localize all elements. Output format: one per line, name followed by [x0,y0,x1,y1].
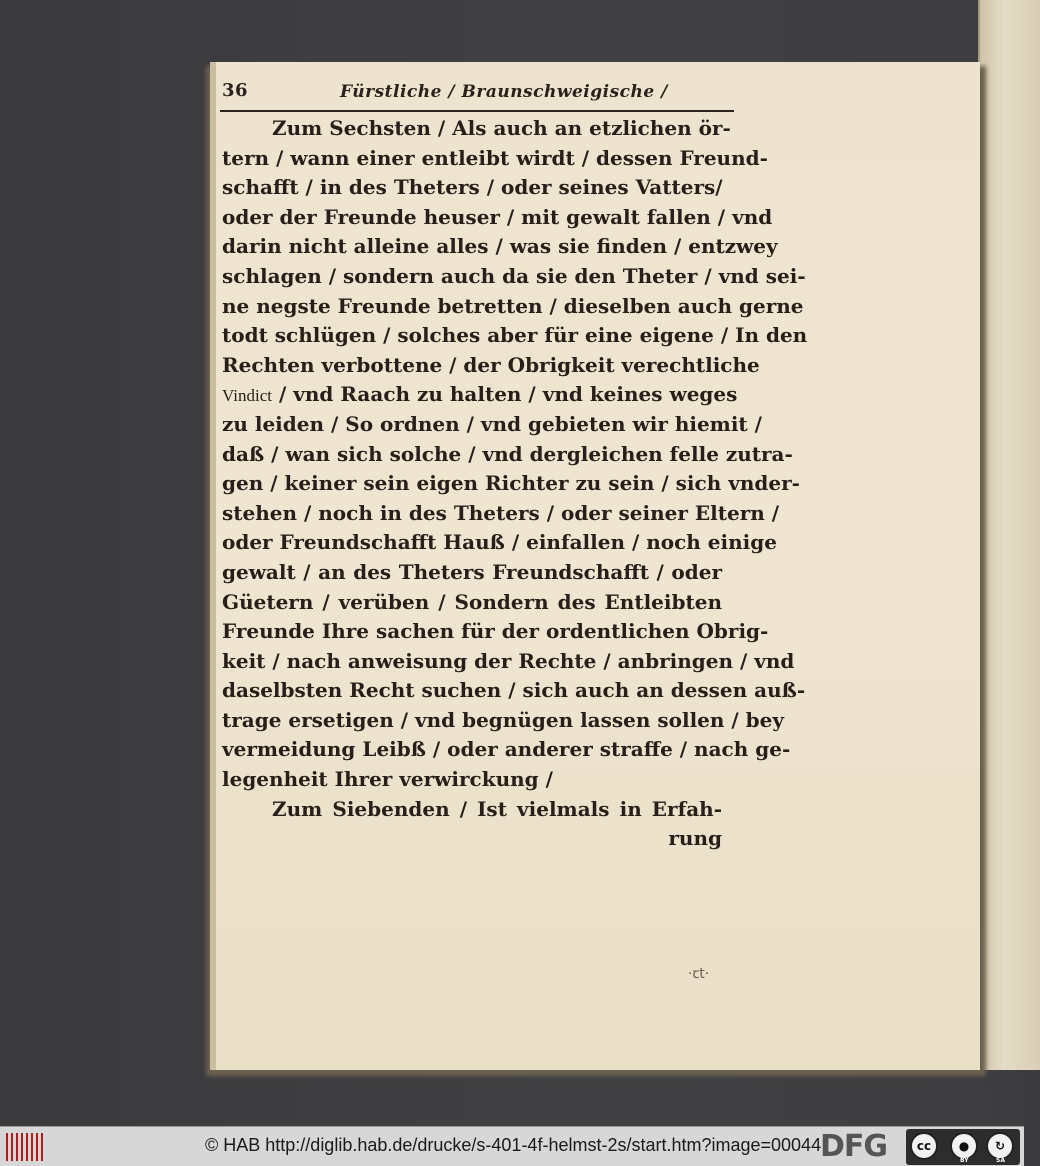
text-line [222,795,722,825]
text-line [222,499,780,529]
text-line-content: rung [668,826,722,851]
page-header [222,80,722,110]
text-line [222,528,777,558]
license-badge[interactable] [906,1129,1020,1165]
text-line [222,203,773,233]
text-line-content: vermeidung Leibß / oder anderer straffe / nach ge- [222,737,791,762]
text-line-content: legenheit Ihrer verwirckung / [222,767,553,792]
latin-word: Vindict [222,386,272,406]
text-line-content: todt schlügen / solches aber für eine eigene / In den [222,323,808,348]
text-line-content: tern / wann einer entleibt wirdt / dessen Freund- [222,145,768,170]
text-line-content: oder der Freunde heuser / mit gewalt fallen / vnd [222,204,773,229]
page-body-text [222,114,808,854]
page-mark: ·ꞇt· [688,966,710,982]
adjacent-page-edge [978,0,1040,1070]
cc-icon: cc [910,1132,938,1160]
text-line-content: / vnd Raach zu halten / vnd keines weges [278,382,738,407]
text-line [222,824,722,854]
text-line [222,676,806,706]
text-line-content: Zum Sechsten / Als auch an etzlichen ör- [272,116,731,140]
text-line [222,144,768,174]
text-line-content: gewalt / an des Theters Freundschafft / oder [222,559,722,584]
sa-icon: ↻ [986,1132,1014,1160]
text-line-content: daselbsten Recht suchen / sich auch an dessen auß- [222,678,806,703]
text-line [222,706,784,736]
viewer-footer [0,1126,1024,1166]
text-line-content: Zum Siebenden / Ist vielmals in Erfah- [272,796,722,821]
text-line [222,558,722,588]
text-line-content: stehen / noch in des Theters / oder seiner Eltern / [222,500,780,525]
text-line [222,232,778,262]
text-line [222,617,769,647]
text-line [222,114,731,144]
text-line-content: Freunde Ihre sachen für der ordentlichen Obrig- [222,619,769,644]
text-line-content: daß / wan sich solche / vnd dergleichen felle zutra- [222,441,793,466]
text-line-content: schafft / in des Theters / oder seines Vatters/ [222,175,723,200]
dfg-logo[interactable]: DFG [820,1129,888,1164]
by-icon: ● [950,1132,978,1160]
text-line [222,469,800,499]
text-line-content: gen / keiner sein eigen Richter zu sein / sich vnder- [222,471,800,496]
text-line [222,321,808,351]
text-line-content: darin nicht alleine alles / was sie finden / entzwey [222,234,778,259]
text-line [222,262,806,292]
running-title: Fürstliche / Braunschweigische / [340,82,668,102]
sa-label: SA [996,1157,1005,1164]
text-line [222,440,793,470]
text-line [222,380,738,410]
text-line-content: zu leiden / So ordnen / vnd gebieten wir hiemit / [222,411,762,436]
text-line-content: ne negste Freunde betretten / dieselben auch gerne [222,293,804,318]
text-line [222,735,791,765]
library-logo-icon[interactable] [6,1133,46,1161]
source-citation[interactable]: © HAB http://diglib.hab.de/drucke/s-401-4f-helmst-2s/start.htm?image=00044 [205,1135,822,1155]
by-label: BY [960,1157,969,1164]
text-line-content: Güetern / verüben / Sondern des Entleibten [222,589,722,614]
text-line [222,410,762,440]
header-rule [220,110,734,112]
text-line-content: schlagen / sondern auch da sie den Theter / vnd sei- [222,263,806,288]
text-line [222,765,722,795]
text-line-content: oder Freundschafft Hauß / einfallen / noch einige [222,530,777,555]
text-line [222,351,760,381]
text-line [222,173,722,203]
text-line-content: trage ersetigen / vnd begnügen lassen sollen / bey [222,707,784,732]
page-number: 36 [222,80,249,101]
text-line [222,588,722,618]
text-line [222,292,804,322]
text-line [222,647,795,677]
text-line-content: Rechten verbottene / der Obrigkeit verechtliche [222,352,760,377]
text-line-content: keit / nach anweisung der Rechte / anbringen / vnd [222,648,795,673]
